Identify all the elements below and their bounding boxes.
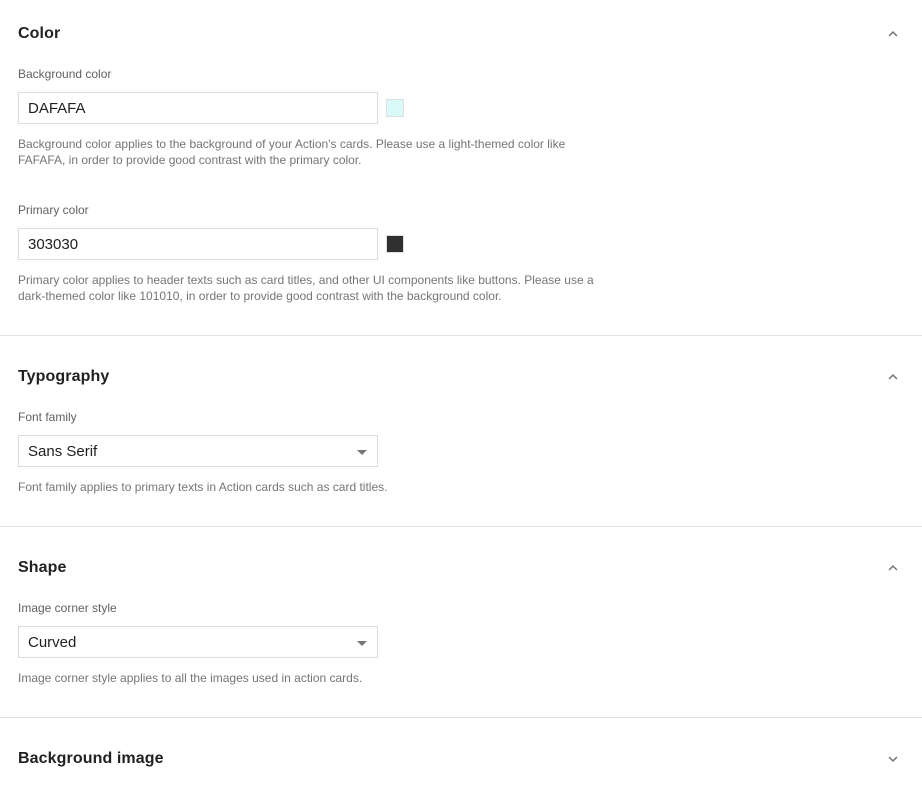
image-corner-style-helper-text: Image corner style applies to all the images used in action cards.	[18, 671, 363, 685]
background-color-swatch	[386, 99, 404, 117]
section-shape-title: Shape	[18, 559, 67, 576]
image-corner-style-select[interactable]	[18, 626, 378, 658]
section-shape	[0, 527, 922, 717]
dropdown-arrow-icon	[357, 450, 367, 455]
font-family-helper-text: Font family applies to primary texts in Action cards such as card titles.	[18, 480, 388, 494]
section-typography-header[interactable]	[18, 368, 902, 386]
section-color-header[interactable]	[18, 25, 902, 43]
section-background-image	[0, 718, 922, 789]
chevron-down-icon[interactable]	[884, 750, 902, 768]
field-background-color	[18, 67, 902, 168]
section-typography-title: Typography	[18, 368, 110, 385]
dropdown-arrow-icon	[357, 641, 367, 646]
section-background-image-header[interactable]	[18, 750, 902, 768]
image-corner-style-select-value: Curved	[28, 633, 77, 651]
field-font-family	[18, 410, 902, 495]
chevron-up-icon[interactable]	[884, 559, 902, 577]
section-background-image-title: Background image	[18, 750, 164, 767]
background-color-input[interactable]	[18, 92, 378, 124]
section-color	[0, 0, 922, 335]
font-family-select[interactable]	[18, 435, 378, 467]
field-primary-color	[18, 203, 902, 304]
chevron-up-icon[interactable]	[884, 25, 902, 43]
image-corner-style-label: Image corner style	[18, 601, 117, 615]
font-family-label: Font family	[18, 410, 77, 424]
section-typography	[0, 336, 922, 526]
primary-color-helper-text: Primary color applies to header texts such as card titles, and other UI components like buttons. Please use a dark-themed color like 101010, in order to provide good contrast with the background color.	[18, 273, 594, 303]
background-color-helper-text: Background color applies to the background of your Action's cards. Please use a light-themed color like FAFAFA, in order to provide good contrast with the primary color.	[18, 137, 566, 167]
background-color-label: Background color	[18, 67, 112, 81]
chevron-up-icon[interactable]	[884, 368, 902, 386]
section-shape-header[interactable]	[18, 559, 902, 577]
primary-color-input[interactable]	[18, 228, 378, 260]
primary-color-label: Primary color	[18, 203, 89, 217]
primary-color-swatch	[386, 235, 404, 253]
font-family-select-value: Sans Serif	[28, 442, 98, 460]
section-color-title: Color	[18, 25, 61, 42]
primary-color-input-row	[18, 228, 902, 260]
background-color-input-row	[18, 92, 902, 124]
field-image-corner-style	[18, 601, 902, 686]
